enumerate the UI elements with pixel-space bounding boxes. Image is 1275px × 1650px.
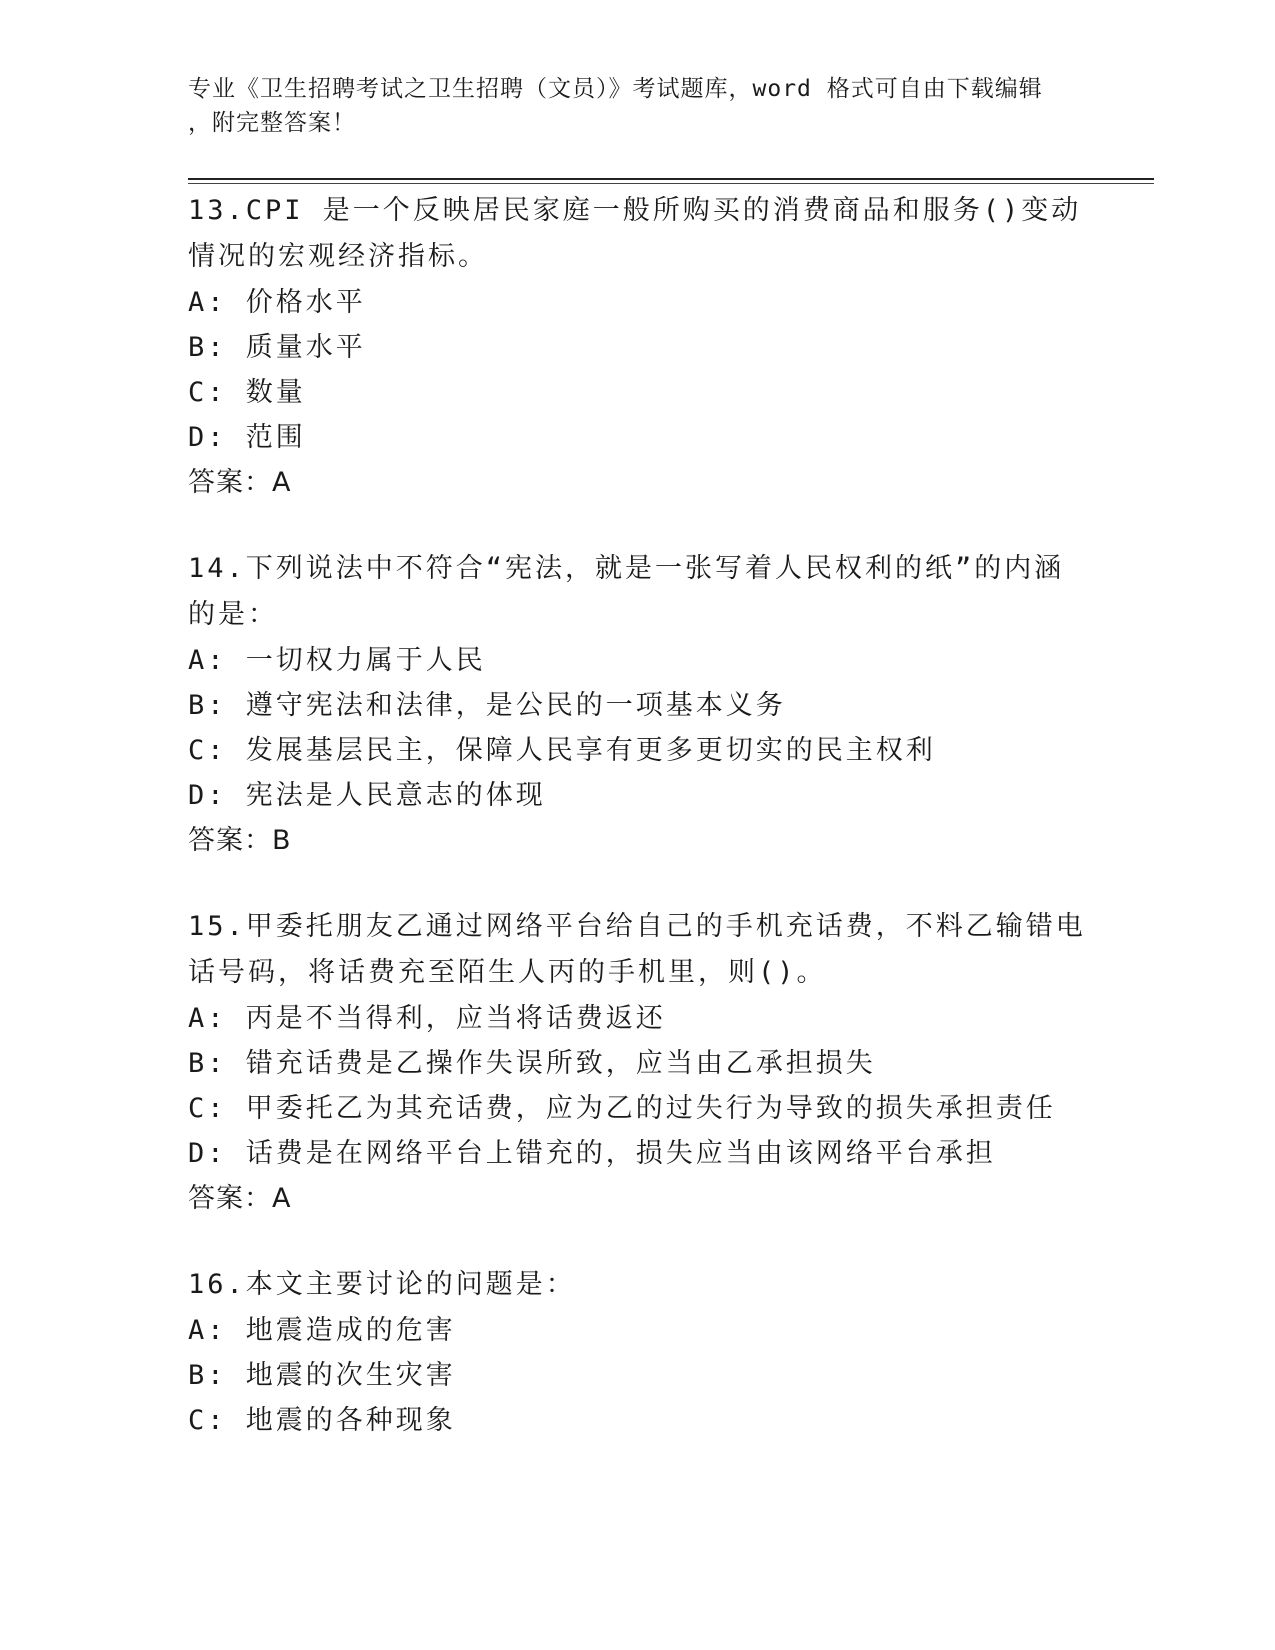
option-c: C: 发展基层民主，保障人民享有更多更切实的民主权利 xyxy=(188,735,936,766)
option-c: C: 数量 xyxy=(188,377,306,408)
option-b: B: 遵守宪法和法律，是公民的一项基本义务 xyxy=(188,690,786,721)
question-16 xyxy=(188,1262,1088,1443)
question-list xyxy=(188,188,1088,1483)
option-d: D: 宪法是人民意志的体现 xyxy=(188,780,546,811)
question-14 xyxy=(188,546,1088,864)
question-text: 13.CPI 是一个反映居民家庭一般所购买的消费商品和服务()变动情况的宏观经济指标。 xyxy=(188,195,1082,272)
option-a: A: 价格水平 xyxy=(188,287,366,318)
answer-label: 答案：B xyxy=(188,825,292,856)
option-d: D: 范围 xyxy=(188,422,306,453)
option-a: A: 地震造成的危害 xyxy=(188,1315,456,1346)
option-c: C: 地震的各种现象 xyxy=(188,1405,456,1436)
header-line-1: 专业《卫生招聘考试之卫生招聘（文员）》考试题库，word 格式可自由下载编辑 xyxy=(188,76,1043,102)
option-a: A: 丙是不当得利，应当将话费返还 xyxy=(188,1003,666,1034)
question-13 xyxy=(188,188,1088,506)
question-15 xyxy=(188,904,1088,1222)
question-text: 16.本文主要讨论的问题是： xyxy=(188,1269,576,1300)
question-text: 15.甲委托朋友乙通过网络平台给自己的手机充话费，不料乙输错电话号码，将话费充至陌生人丙的手机里，则()。 xyxy=(188,911,1086,988)
answer-label: 答案：A xyxy=(188,1183,292,1214)
header-divider-thin xyxy=(188,183,1154,184)
option-d: D: 话费是在网络平台上错充的，损失应当由该网络平台承担 xyxy=(188,1138,996,1169)
option-b: B: 地震的次生灾害 xyxy=(188,1360,456,1391)
question-text: 14.下列说法中不符合“宪法，就是一张写着人民权利的纸”的内涵的是： xyxy=(188,553,1065,630)
answer-label: 答案：A xyxy=(188,467,292,498)
option-b: B: 质量水平 xyxy=(188,332,366,363)
header-divider-thick xyxy=(188,178,1154,180)
option-c: C: 甲委托乙为其充话费，应为乙的过失行为导致的损失承担责任 xyxy=(188,1093,1056,1124)
header-line-2: ，附完整答案！ xyxy=(188,110,356,136)
option-a: A: 一切权力属于人民 xyxy=(188,645,486,676)
document-header xyxy=(188,72,1068,140)
option-b: B: 错充话费是乙操作失误所致，应当由乙承担损失 xyxy=(188,1048,876,1079)
